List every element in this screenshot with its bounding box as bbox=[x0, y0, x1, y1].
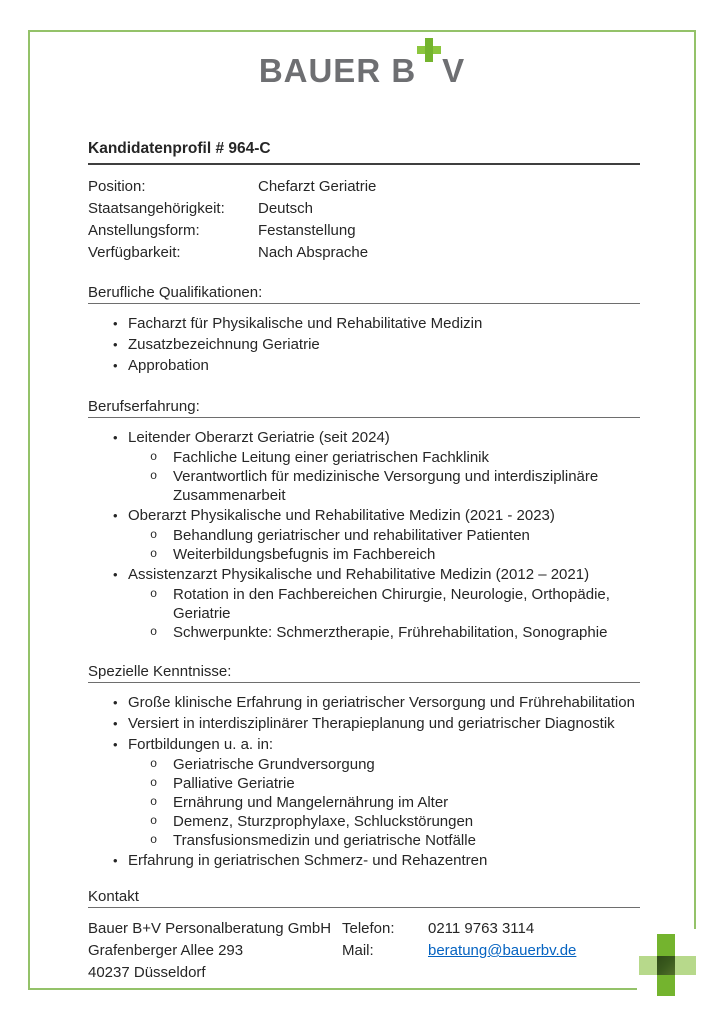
list-item-text: Rotation in den Fachbereichen Chirurgie, Neurologie, Orthopädie, Geriatrie bbox=[173, 586, 610, 622]
section-divider bbox=[88, 417, 640, 418]
profile-row bbox=[88, 176, 640, 198]
profile-table bbox=[88, 176, 640, 264]
bullet-icon: • bbox=[113, 716, 118, 731]
circle-bullet-icon: o bbox=[150, 528, 158, 542]
logo-text-left: BAUER B bbox=[258, 52, 417, 89]
sub-list-item bbox=[88, 448, 640, 467]
section-divider bbox=[88, 907, 640, 908]
profile-value: Deutsch bbox=[258, 200, 314, 217]
qualifikationen-list bbox=[88, 313, 640, 376]
company-street: Grafenberger Allee 293 bbox=[88, 942, 244, 959]
list-item bbox=[88, 334, 640, 355]
section-heading-kenntnisse: Spezielle Kenntnisse: bbox=[88, 663, 232, 680]
sub-list-item bbox=[88, 623, 640, 642]
list-item-text: Demenz, Sturzprophylaxe, Schluckstörungen bbox=[173, 813, 474, 830]
mail-row bbox=[342, 940, 576, 962]
list-item-text: Oberarzt Physikalische und Rehabilitative Medizin (2021 - 2023) bbox=[128, 507, 555, 524]
logo-text-right: V bbox=[442, 52, 466, 89]
bullet-icon: • bbox=[113, 508, 118, 523]
list-item-text: Schwerpunkte: Schmerztherapie, Frührehabilitation, Sonographie bbox=[173, 624, 608, 641]
phone-number: 0211 9763 3114 bbox=[428, 920, 535, 937]
list-item-text: Leitender Oberarzt Geriatrie (seit 2024) bbox=[128, 429, 390, 446]
bullet-icon: • bbox=[113, 737, 118, 752]
sub-list-item bbox=[88, 545, 640, 564]
circle-bullet-icon: o bbox=[150, 587, 158, 601]
circle-bullet-icon: o bbox=[150, 776, 158, 790]
circle-bullet-icon: o bbox=[150, 469, 158, 483]
berufserfahrung-list bbox=[88, 427, 640, 642]
bullet-icon: • bbox=[113, 337, 118, 352]
kenntnisse-list bbox=[88, 692, 640, 871]
sub-list-item bbox=[88, 774, 640, 793]
phone-label: Telefon: bbox=[342, 920, 395, 937]
list-item-text: Verantwortlich für medizinische Versorgung und interdisziplinäre Zusammenarbeit bbox=[173, 468, 599, 504]
bullet-icon: • bbox=[113, 358, 118, 373]
list-item-text: Geriatrische Grundversorgung bbox=[173, 756, 375, 773]
list-item bbox=[88, 313, 640, 334]
list-item-text: Behandlung geriatrischer und rehabilitativer Patienten bbox=[173, 527, 530, 544]
list-item bbox=[88, 355, 640, 376]
list-item-text: Approbation bbox=[128, 357, 209, 374]
profile-value: Nach Absprache bbox=[258, 244, 369, 261]
list-item bbox=[88, 692, 640, 713]
profile-value: Chefarzt Geriatrie bbox=[258, 178, 377, 195]
list-item-text: Fortbildungen u. a. in: bbox=[128, 736, 274, 753]
sub-list-item bbox=[88, 467, 640, 505]
list-item-text: Weiterbildungsbefugnis im Fachbereich bbox=[173, 546, 436, 563]
section-divider bbox=[88, 682, 640, 683]
company-address bbox=[88, 918, 342, 984]
bullet-icon: • bbox=[113, 695, 118, 710]
section-heading-kontakt: Kontakt bbox=[88, 888, 139, 905]
sub-list-item bbox=[88, 526, 640, 545]
page-border-bottom bbox=[28, 988, 637, 990]
list-item-text: Zusatzbezeichnung Geriatrie bbox=[128, 336, 320, 353]
mail-label: Mail: bbox=[342, 942, 374, 959]
section-heading-qualifikationen: Berufliche Qualifikationen: bbox=[88, 284, 263, 301]
list-item-text: Palliative Geriatrie bbox=[173, 775, 295, 792]
circle-bullet-icon: o bbox=[150, 757, 158, 771]
profile-row bbox=[88, 242, 640, 264]
circle-bullet-icon: o bbox=[150, 625, 158, 639]
list-item bbox=[88, 505, 640, 526]
list-item-text: Versiert in interdisziplinärer Therapieplanung und geriatrischer Diagnostik bbox=[128, 715, 615, 732]
list-item bbox=[88, 850, 640, 871]
list-item-text: Facharzt für Physikalische und Rehabilitative Medizin bbox=[128, 315, 483, 332]
page-border-right bbox=[694, 30, 696, 929]
cross-overlap bbox=[657, 956, 675, 975]
contact-details bbox=[342, 918, 576, 984]
title-divider bbox=[88, 163, 640, 165]
mail-link[interactable]: beratung@bauerbv.de bbox=[428, 942, 577, 959]
list-item-text: Ernährung und Mangelernährung im Alter bbox=[173, 794, 449, 811]
page-border-left bbox=[28, 30, 30, 990]
circle-bullet-icon: o bbox=[150, 814, 158, 828]
list-item bbox=[88, 734, 640, 755]
profile-value: Festanstellung bbox=[258, 222, 356, 239]
company-city: 40237 Düsseldorf bbox=[88, 964, 206, 981]
list-item bbox=[88, 564, 640, 585]
list-item bbox=[88, 427, 640, 448]
profile-row bbox=[88, 198, 640, 220]
list-item bbox=[88, 713, 640, 734]
sub-list-item bbox=[88, 585, 640, 623]
circle-bullet-icon: o bbox=[150, 450, 158, 464]
profile-row bbox=[88, 220, 640, 242]
contact-block bbox=[88, 918, 640, 984]
circle-bullet-icon: o bbox=[150, 795, 158, 809]
bullet-icon: • bbox=[113, 567, 118, 582]
section-heading-berufserfahrung: Berufserfahrung: bbox=[88, 398, 200, 415]
bullet-icon: • bbox=[113, 430, 118, 445]
circle-bullet-icon: o bbox=[150, 833, 158, 847]
list-item-text: Transfusionsmedizin und geriatrische Notfälle bbox=[173, 832, 476, 849]
sub-list-item bbox=[88, 793, 640, 812]
sub-list-item bbox=[88, 831, 640, 850]
profile-label: Position: bbox=[88, 178, 146, 195]
sub-list-item bbox=[88, 812, 640, 831]
circle-bullet-icon: o bbox=[150, 547, 158, 561]
list-item-text: Assistenzarzt Physikalische und Rehabilitative Medizin (2012 – 2021) bbox=[128, 566, 590, 583]
sub-list-item bbox=[88, 755, 640, 774]
document-content bbox=[88, 0, 640, 984]
company-name: Bauer B+V Personalberatung GmbH bbox=[88, 920, 332, 937]
phone-row bbox=[342, 918, 576, 940]
list-item-text: Große klinische Erfahrung in geriatrischer Versorgung und Frührehabilitation bbox=[128, 694, 635, 711]
profile-label: Anstellungsform: bbox=[88, 222, 200, 239]
list-item-text: Fachliche Leitung einer geriatrischen Fachklinik bbox=[173, 449, 489, 466]
bullet-icon: • bbox=[113, 316, 118, 331]
list-item-text: Erfahrung in geriatrischen Schmerz- und Rehazentren bbox=[128, 852, 488, 869]
profile-label: Staatsangehörigkeit: bbox=[88, 200, 225, 217]
page-title: Kandidatenprofil # 964-C bbox=[88, 140, 271, 157]
profile-label: Verfügbarkeit: bbox=[88, 244, 181, 261]
bullet-icon: • bbox=[113, 853, 118, 868]
section-divider bbox=[88, 303, 640, 304]
